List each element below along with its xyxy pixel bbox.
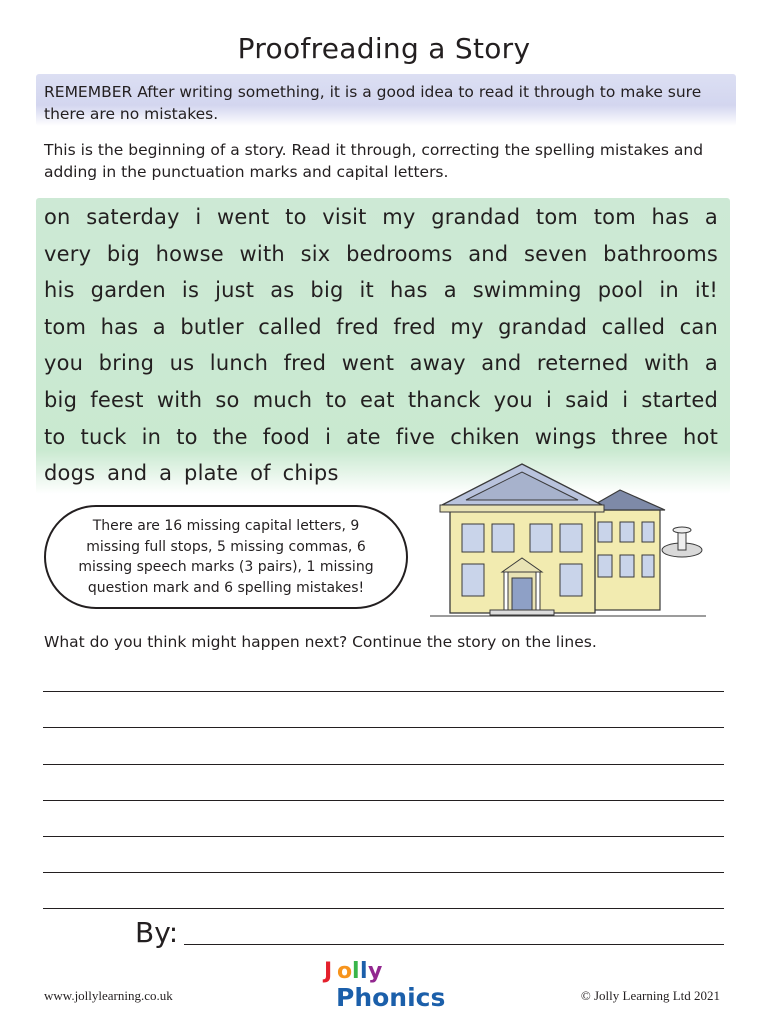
story-text: on saterday i went to visit my grandad tom tom has a very big howse with six bedrooms and seven bathrooms his garden is just as big it has a swimming pool in it! tom has a butler called fred fred my grandad called can you bring us lunch fred went away and reterned with a big feest with so much to eat thanck you i said i started to tuck in to the food i ate five chiken wings three hot dogs and a plate of chips xyxy=(44,205,718,486)
by-label: By: xyxy=(135,916,179,949)
writing-line[interactable] xyxy=(43,764,724,765)
author-name-line[interactable] xyxy=(184,944,724,945)
writing-line[interactable] xyxy=(43,727,724,728)
svg-text:l: l xyxy=(360,959,368,984)
footer-copyright: © Jolly Learning Ltd 2021 xyxy=(580,988,720,1003)
remember-text: REMEMBER After writing something, it is a good idea to read it through to make sure there are no mistakes. xyxy=(44,83,702,123)
hint-bubble xyxy=(44,505,408,609)
writing-line[interactable] xyxy=(43,800,724,801)
writing-line[interactable] xyxy=(43,836,724,837)
writing-line[interactable] xyxy=(43,872,724,873)
instructions-text: This is the beginning of a story. Read it through, correcting the spelling mistakes and adding in the punctuation marks and capital letters. xyxy=(44,141,704,181)
writing-line[interactable] xyxy=(43,691,724,692)
writing-line[interactable] xyxy=(43,908,724,909)
svg-text:o: o xyxy=(337,959,353,984)
svg-text:J: J xyxy=(324,959,333,984)
svg-text:y: y xyxy=(368,959,383,984)
svg-text:l: l xyxy=(352,959,360,984)
page-title: Proofreading a Story xyxy=(237,32,531,65)
svg-text:Phonics: Phonics xyxy=(336,983,446,1012)
jolly-phonics-logo xyxy=(322,954,452,1012)
house-illustration xyxy=(430,460,706,620)
hint-text: There are 16 missing capital letters, 9 missing full stops, 5 missing commas, 6 missing speech marks (3 pairs), 1 missing question mark and 6 spelling mistakes! xyxy=(78,518,374,596)
continue-story-prompt: What do you think might happen next? Continue the story on the lines. xyxy=(44,633,597,651)
footer-url: www.jollylearning.co.uk xyxy=(44,988,173,1003)
